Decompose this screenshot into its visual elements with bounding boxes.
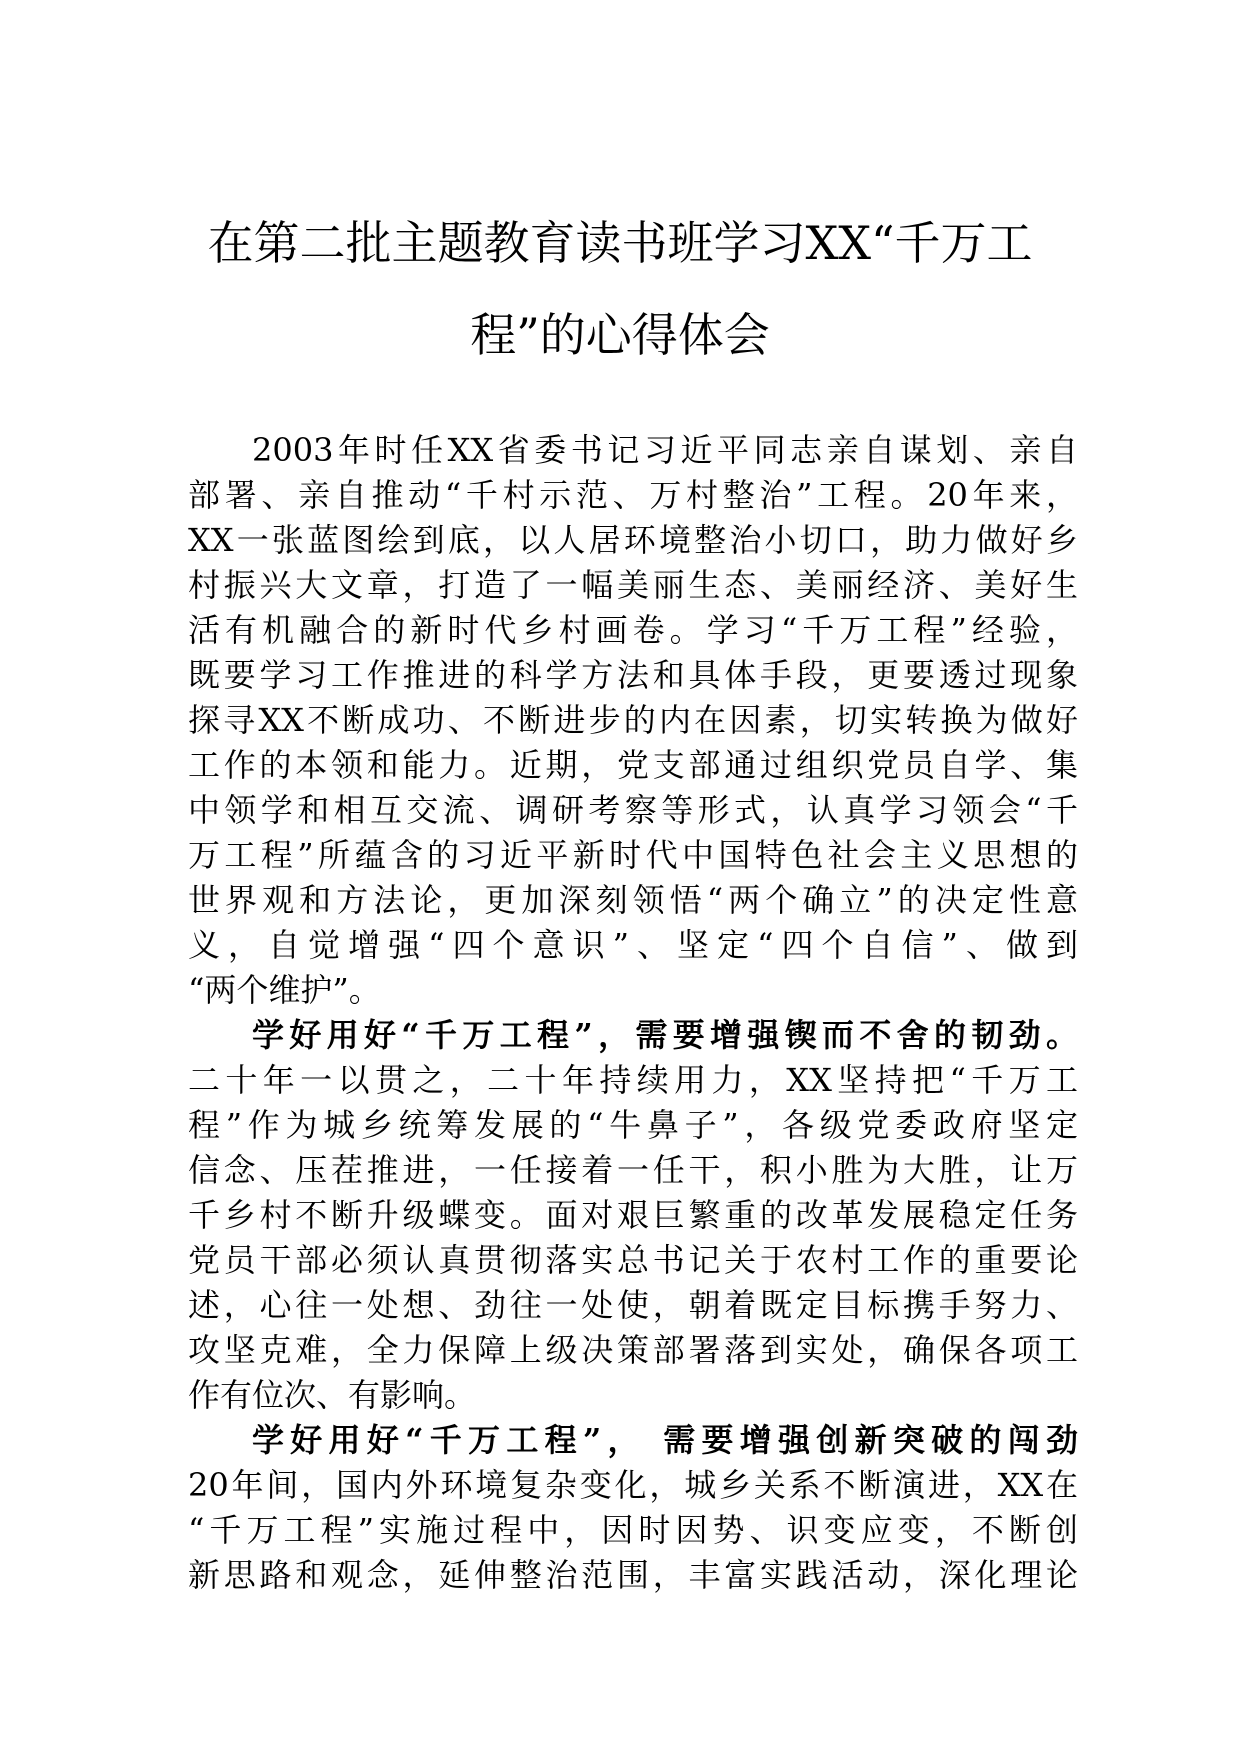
paragraph-line: 述，心往一处想、劲往一处使，朝着既定目标携手努力、 <box>188 1286 1078 1324</box>
paragraph-line: 2003年时任XX省委书记习近平同志亲自谋划、亲自 <box>252 431 1078 469</box>
paragraph-line: 部署、亲自推动“千村示范、万村整治”工程。20年来， <box>188 476 1078 514</box>
paragraph-line: 信念、压茬推进，一任接着一任干，积小胜为大胜，让万 <box>188 1151 1078 1189</box>
paragraph-line: 新思路和观念，延伸整治范围，丰富实践活动，深化理论 <box>188 1556 1078 1594</box>
paragraph-line: 活有机融合的新时代乡村画卷。学习“千万工程”经验， <box>188 611 1078 649</box>
paragraph-line: 世界观和方法论，更加深刻领悟“两个确立”的决定性意 <box>188 881 1078 919</box>
paragraph-line: 程”作为城乡统筹发展的“牛鼻子”，各级党委政府坚定 <box>188 1106 1078 1144</box>
paragraph-line: 既要学习工作推进的科学方法和具体手段，更要透过现象 <box>188 656 1078 694</box>
paragraph-line: “千万工程”实施过程中，因时因势、识变应变，不断创 <box>188 1511 1078 1549</box>
paragraph-line: 千乡村不断升级蝶变。面对艰巨繁重的改革发展稳定任务 <box>188 1196 1078 1234</box>
paragraph-line: XX一张蓝图绘到底，以人居环境整治小切口，助力做好乡 <box>188 521 1078 559</box>
paragraph-line: 中领学和相互交流、调研考察等形式，认真学习领会“千 <box>188 791 1078 829</box>
section-heading: 学好用好“千万工程”， 需要增强创新突破的闯劲 <box>252 1421 1078 1459</box>
document-title-line-2: 程”的心得体会 <box>470 308 770 362</box>
section-heading: 学好用好“千万工程”，需要增强锲而不舍的韧劲。 <box>252 1016 1078 1054</box>
paragraph-line: 二十年一以贯之，二十年持续用力，XX坚持把“千万工 <box>188 1061 1078 1099</box>
paragraph-line: 工作的本领和能力。近期，党支部通过组织党员自学、集 <box>188 746 1078 784</box>
paragraph-line: 20年间，国内外环境复杂变化，城乡关系不断演进，XX在 <box>188 1466 1078 1504</box>
document-title-line-1: 在第二批主题教育读书班学习XX“千万工 <box>207 216 1033 270</box>
document-body <box>188 428 1078 1598</box>
paragraph-line: 党员干部必须认真贯彻落实总书记关于农村工作的重要论 <box>188 1241 1078 1279</box>
paragraph-line: 攻坚克难，全力保障上级决策部署落到实处，确保各项工 <box>188 1331 1078 1369</box>
paragraph-line: 村振兴大文章，打造了一幅美丽生态、美丽经济、美好生 <box>188 566 1078 604</box>
paragraph-line: 探寻XX不断成功、不断进步的内在因素，切实转换为做好 <box>188 701 1078 739</box>
paragraph-line: “两个维护”。 <box>188 971 381 1009</box>
paragraph-line: 义，自觉增强“四个意识”、坚定“四个自信”、做到 <box>188 926 1078 964</box>
paragraph-line: 作有位次、有影响。 <box>188 1376 477 1414</box>
paragraph-line: 万工程”所蕴含的习近平新时代中国特色社会主义思想的 <box>188 836 1078 874</box>
